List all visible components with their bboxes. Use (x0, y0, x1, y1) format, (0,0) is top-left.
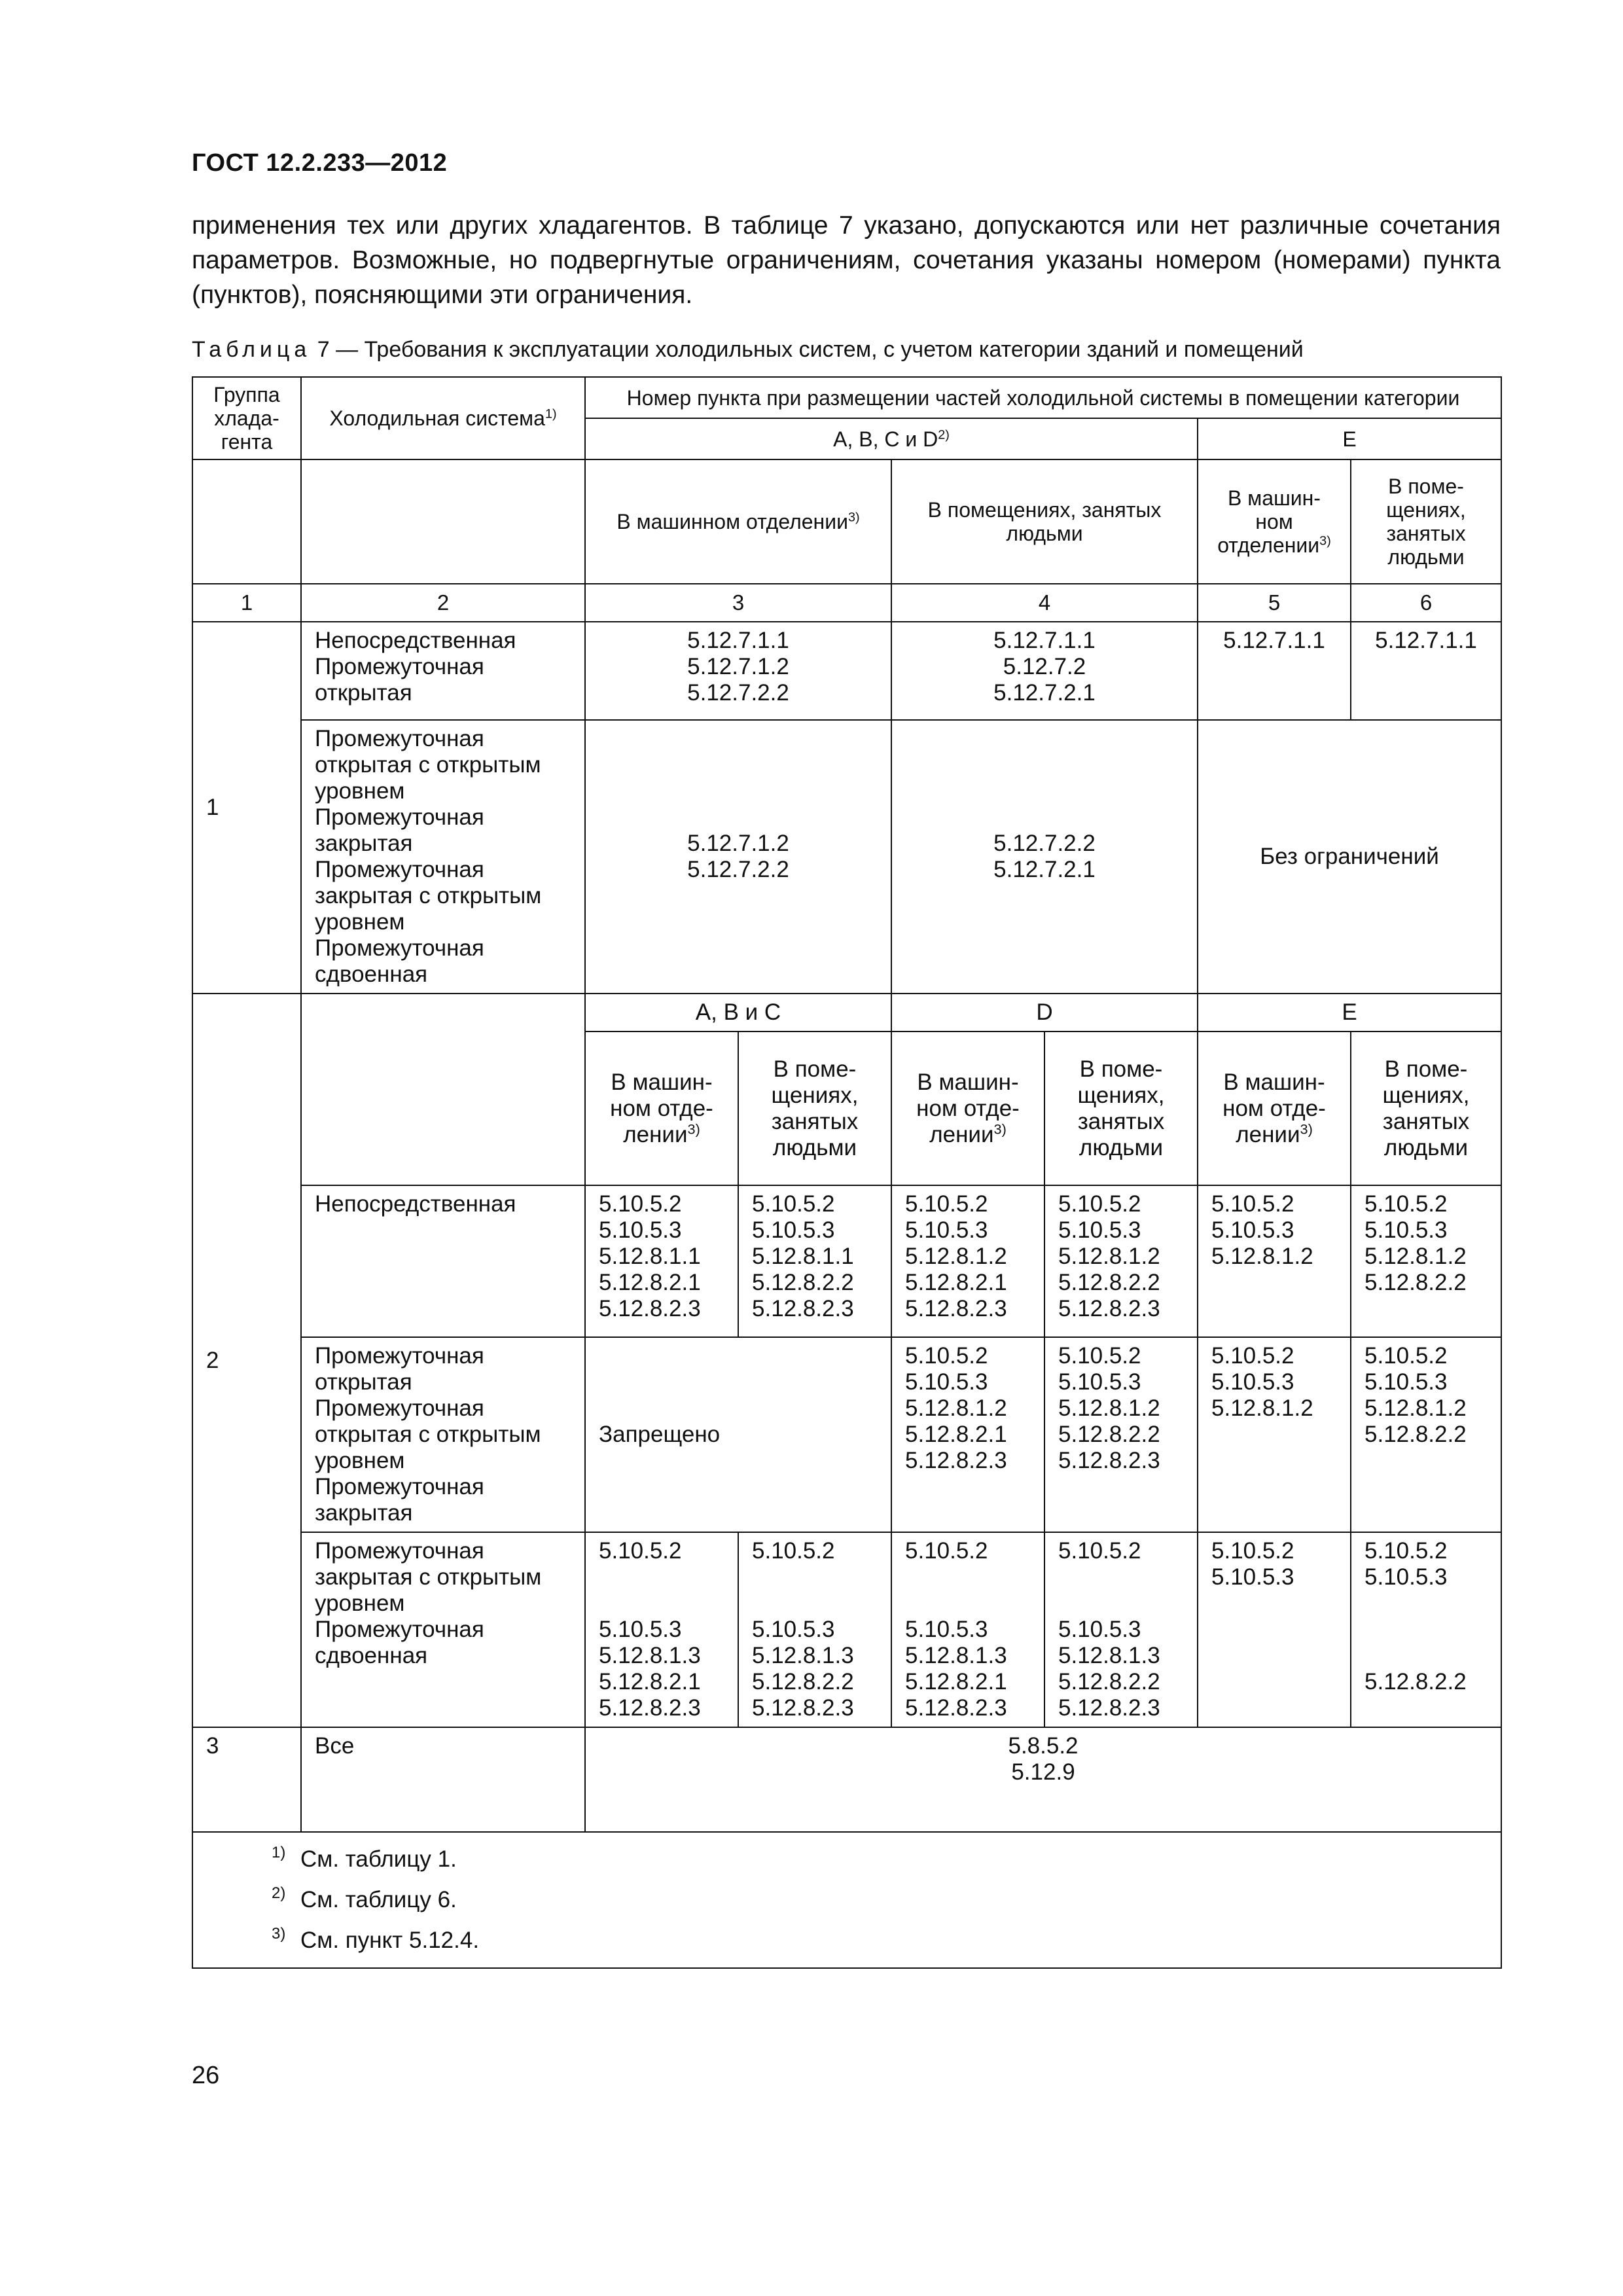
header-system: Холодильная система$^{1)}$ (301, 377, 585, 459)
group2-row3 (192, 1532, 1501, 1727)
system-cell: Все (301, 1727, 585, 1832)
system-cell: Непосредственная Промежуточная открытая (301, 622, 585, 720)
value-cell: 5.10.5.2 5.10.5.3 5.12.8.1.2 (1198, 1185, 1351, 1337)
footnotes (192, 1832, 1501, 1968)
header-occupied: В помещениях, занятых людьми (891, 459, 1198, 584)
value-cell: 5.12.7.1.1 (1198, 622, 1351, 720)
group2-row2 (192, 1337, 1501, 1532)
group3-label: 3 (192, 1727, 301, 1832)
group2-category: А, В и С (585, 994, 891, 1031)
system-cell: Промежуточная закрытая с открытым уровнем Промежуточная сдвоенная (301, 1532, 585, 1727)
system-cell: Промежуточная открытая Промежуточная открытая с открытым уровнем Промежуточная закрытая (301, 1337, 585, 1532)
value-cell: 5.10.5.2 5.10.5.3 5.12.8.1.3 5.12.8.2.1 5.12.8.2.3 (891, 1532, 1044, 1727)
value-cell: 5.10.5.2 5.10.5.3 5.12.8.1.3 5.12.8.2.1 5.12.8.2.3 (585, 1532, 738, 1727)
column-number: 6 (1351, 584, 1501, 622)
group1-row2 (192, 720, 1501, 994)
header-occupied-e: В поме-щениях, занятых людьми (1351, 459, 1501, 584)
value-cell: 5.12.7.1.2 5.12.7.2.2 (585, 720, 891, 994)
requirements-table (192, 376, 1502, 1969)
group2-machine-header: В машин-ном отде-лении$^{3)}$ (1198, 1031, 1351, 1185)
group3-row (192, 1727, 1501, 1832)
system-cell: Промежуточная открытая с открытым уровнем Промежуточная закрытая Промежуточная закрытая с открытым уровнем Промежуточная сдвоенная (301, 720, 585, 994)
header-group: Группа хлада-гента (192, 377, 301, 459)
table-caption-label: Таблица (192, 337, 312, 362)
value-cell: 5.10.5.2 5.10.5.3 5.12.8.1.2 5.12.8.2.1 5.12.8.2.3 (891, 1185, 1044, 1337)
footnote: 1) См. таблицу 1. (272, 1844, 457, 1872)
value-cell: 5.12.7.2.2 5.12.7.2.1 (891, 720, 1198, 994)
column-number: 4 (891, 584, 1198, 622)
column-number: 1 (192, 584, 301, 622)
value-cell: 5.10.5.2 5.10.5.3 5.12.8.2.2 (1351, 1532, 1501, 1727)
header-empty-2 (301, 459, 585, 584)
value-cell: 5.10.5.2 5.10.5.3 5.12.8.1.2 5.12.8.2.2 (1351, 1337, 1501, 1532)
group2-label: 2 (192, 994, 301, 1727)
column-number: 3 (585, 584, 891, 622)
intro-paragraph (192, 208, 1501, 312)
system-cell: Непосредственная (301, 1185, 585, 1337)
group2-machine-header: В машин-ном отде-лении$^{3)}$ (585, 1031, 738, 1185)
value-cell: 5.10.5.2 5.10.5.3 5.12.8.1.3 5.12.8.2.2 5.12.8.2.3 (1044, 1532, 1198, 1727)
group1-label: 1 (192, 622, 301, 994)
header-category-abcd: А, В, С и $D^{2)}$ (585, 418, 1198, 459)
header-machine-room-e: В машин-ном отделении$^{3)}$ (1198, 459, 1351, 584)
value-cell: 5.10.5.2 5.10.5.3 5.12.8.1.1 5.12.8.2.2 5.12.8.2.3 (738, 1185, 891, 1337)
group1-row1 (192, 622, 1501, 720)
group2-category: Е (1198, 994, 1501, 1031)
footnote: 3) См. пункт 5.12.4. (272, 1925, 480, 1953)
table-caption (192, 337, 1501, 363)
document-header: ГОСТ 12.2.233—2012 (192, 149, 448, 177)
group2-row1 (192, 1185, 1501, 1337)
value-cell: 5.10.5.2 5.10.5.3 5.12.8.1.2 5.12.8.2.2 5.12.8.2.3 (1044, 1337, 1198, 1532)
footnote: 2) См. таблицу 6. (272, 1884, 457, 1912)
column-numbers-row (192, 584, 1501, 622)
value-cell-no-restrictions: Без ограничений (1198, 720, 1501, 994)
value-cell: 5.10.5.2 5.10.5.3 (1198, 1532, 1351, 1727)
header-empty-1 (192, 459, 301, 584)
value-cell: 5.10.5.2 5.10.5.3 5.12.8.1.2 (1198, 1337, 1351, 1532)
page-number: 26 (192, 2062, 220, 2089)
value-cell: 5.10.5.2 5.10.5.3 5.12.8.1.2 5.12.8.2.1 5.12.8.2.3 (891, 1337, 1044, 1532)
group2-category: D (891, 994, 1198, 1031)
group2-category-row (192, 994, 1501, 1031)
value-cell: 5.8.5.2 5.12.9 (585, 1727, 1501, 1832)
value-cell: 5.10.5.2 5.10.5.3 5.12.8.1.2 5.12.8.2.2 (1351, 1185, 1501, 1337)
value-cell: 5.10.5.2 5.10.5.3 5.12.8.1.3 5.12.8.2.2 5.12.8.2.3 (738, 1532, 891, 1727)
header-placement: Номер пункта при размещении частей холодильной системы в помещении категории (585, 377, 1501, 418)
group2-occupied-header: В поме-щениях, занятых людьми (1351, 1031, 1501, 1185)
header-row-1 (192, 377, 1501, 418)
group2-occupied-header: В поме-щениях, занятых людьми (738, 1031, 891, 1185)
table-caption-text: 7 — Требования к эксплуатации холодильных систем, с учетом категории зданий и помещений (311, 337, 1304, 362)
footnotes-row (192, 1832, 1501, 1968)
header-row-3 (192, 459, 1501, 584)
group2-occupied-header: В поме-щениях, занятых людьми (1044, 1031, 1198, 1185)
value-cell: 5.10.5.2 5.10.5.3 5.12.8.1.2 5.12.8.2.2 5.12.8.2.3 (1044, 1185, 1198, 1337)
group2-machine-header: В машин-ном отде-лении$^{3)}$ (891, 1031, 1044, 1185)
value-cell: 5.10.5.2 5.10.5.3 5.12.8.1.1 5.12.8.2.1 5.12.8.2.3 (585, 1185, 738, 1337)
header-machine-room: В машинном отделении$^{3)}$ (585, 459, 891, 584)
value-cell: 5.12.7.1.1 5.12.7.2 5.12.7.2.1 (891, 622, 1198, 720)
value-cell-forbidden: Запрещено (585, 1337, 891, 1532)
group2-empty-system (301, 994, 585, 1185)
value-cell: 5.12.7.1.1 5.12.7.1.2 5.12.7.2.2 (585, 622, 891, 720)
column-number: 2 (301, 584, 585, 622)
column-number: 5 (1198, 584, 1351, 622)
intro-text: применения тех или других хладагентов. В таблице 7 указано, допускаются или нет различные сочетания параметров. Возможные, но подвергнутые ограничениям, сочетания указаны номером (номерами) пункта (пунктов), поясняющими эти ограничения. (192, 211, 1501, 309)
header-category-e: Е (1198, 418, 1501, 459)
value-cell: 5.12.7.1.1 (1351, 622, 1501, 720)
